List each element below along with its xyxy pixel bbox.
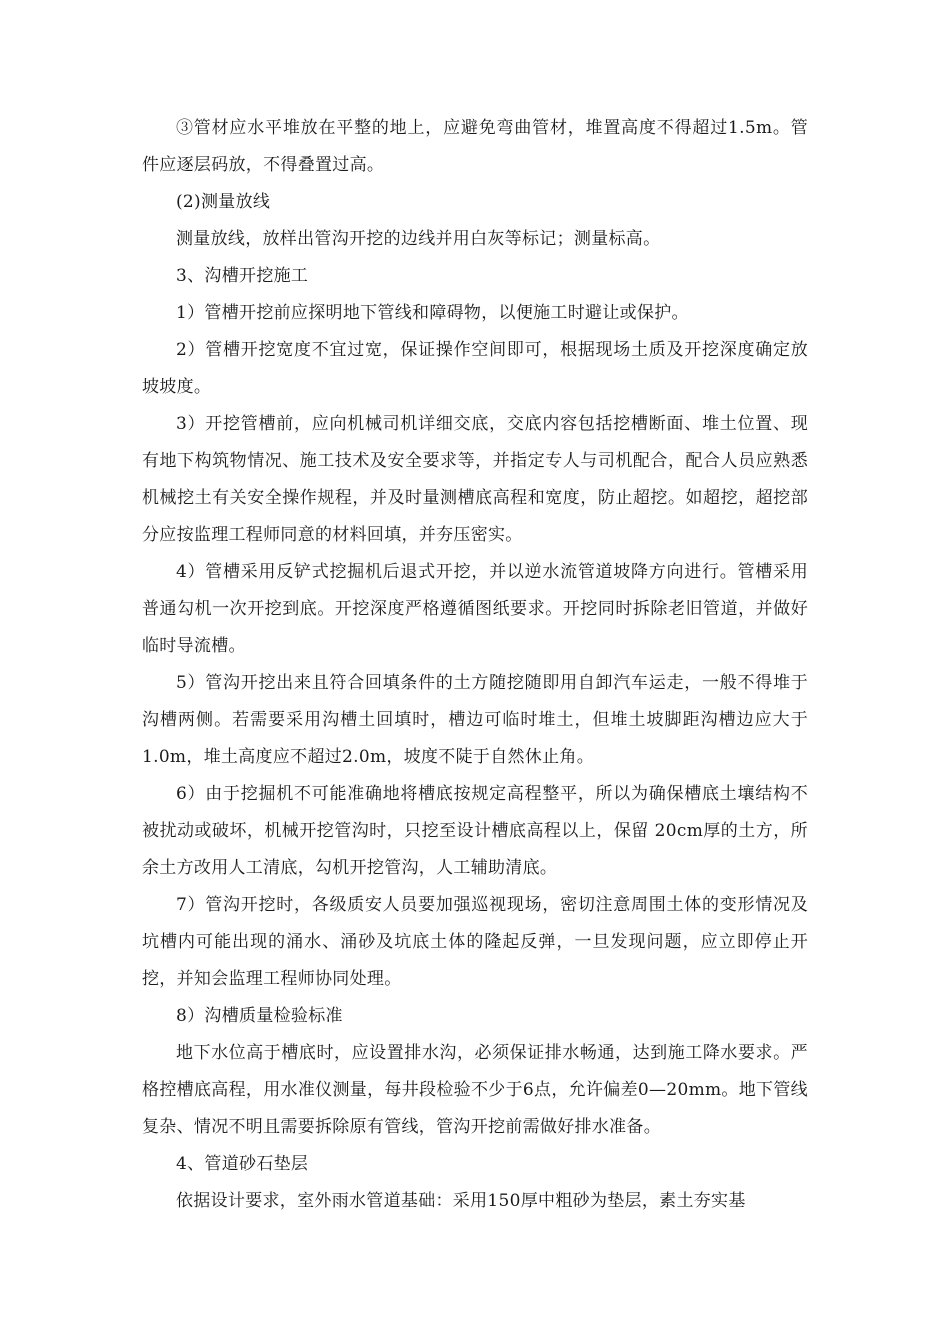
document-body [142, 110, 808, 1220]
paragraph-cushion-text: 依据设计要求，室外雨水管道基础：采用150厚中粗砂为垫层，素土夯实基 [176, 1191, 746, 1211]
paragraph-item-7: 7）管沟开挖时，各级质安人员要加强巡视现场，密切注意周围土体的变形情况及坑槽内可能出现的涌水、涌砂及坑底土体的隆起反弹，一旦发现问题，应立即停止开挖，并知会监理工程师协同处理。 [142, 895, 808, 989]
section-heading-trench-excavation: 3、沟槽开挖施工 [176, 266, 309, 286]
paragraph-item-2: 2）管槽开挖宽度不宜过宽，保证操作空间即可，根据现场土质及开挖深度确定放坡坡度。 [142, 340, 808, 397]
paragraph-item-4: 4）管槽采用反铲式挖掘机后退式开挖，并以逆水流管道坡降方向进行。管槽采用普通勾机一次开挖到底。开挖深度严格遵循图纸要求。开挖同时拆除老旧管道，并做好临时导流槽。 [142, 562, 808, 656]
paragraph-survey-heading: (2)测量放线 [176, 192, 271, 212]
paragraph-pipe-storage: ③管材应水平堆放在平整的地上，应避免弯曲管材，堆置高度不得超过1.5m。管件应逐层码放，不得叠置过高。 [142, 118, 808, 175]
section-heading-gravel-cushion: 4、管道砂石垫层 [176, 1154, 309, 1174]
paragraph-item-1: 1）管槽开挖前应探明地下管线和障碍物，以便施工时避让或保护。 [176, 303, 689, 323]
paragraph-item-5: 5）管沟开挖出来且符合回填条件的土方随挖随即用自卸汽车运走，一般不得堆于沟槽两侧。若需要采用沟槽土回填时，槽边可临时堆土，但堆土坡脚距沟槽边应大于1.0m，堆土高度应不超过2.0m，坡度不陡于自然休止角。 [142, 673, 808, 767]
paragraph-item-3: 3）开挖管槽前，应向机械司机详细交底，交底内容包括挖槽断面、堆土位置、现有地下构筑物情况、施工技术及安全要求等，并指定专人与司机配合，配合人员应熟悉机械挖土有关安全操作规程，并及时量测槽底高程和宽度，防止超挖。如超挖，超挖部分应按监理工程师同意的材料回填，并夯压密实。 [142, 414, 808, 545]
paragraph-quality-standard: 地下水位高于槽底时，应设置排水沟，必须保证排水畅通，达到施工降水要求。严格控槽底高程，用水准仪测量，每井段检验不少于6点，允许偏差0—20mm。地下管线复杂、情况不明且需要拆除原有管线，管沟开挖前需做好排水准备。 [142, 1043, 808, 1137]
paragraph-survey-text: 测量放线，放样出管沟开挖的边线并用白灰等标记；测量标高。 [176, 229, 661, 249]
paragraph-item-6: 6）由于挖掘机不可能准确地将槽底按规定高程整平，所以为确保槽底土壤结构不被扰动或破坏，机械开挖管沟时，只挖至设计槽底高程以上，保留 20cm厚的土方，所余土方改用人工清底，勾机开挖管沟，人工辅助清底。 [142, 784, 808, 878]
paragraph-item-8-heading: 8）沟槽质量检验标准 [176, 1006, 343, 1026]
